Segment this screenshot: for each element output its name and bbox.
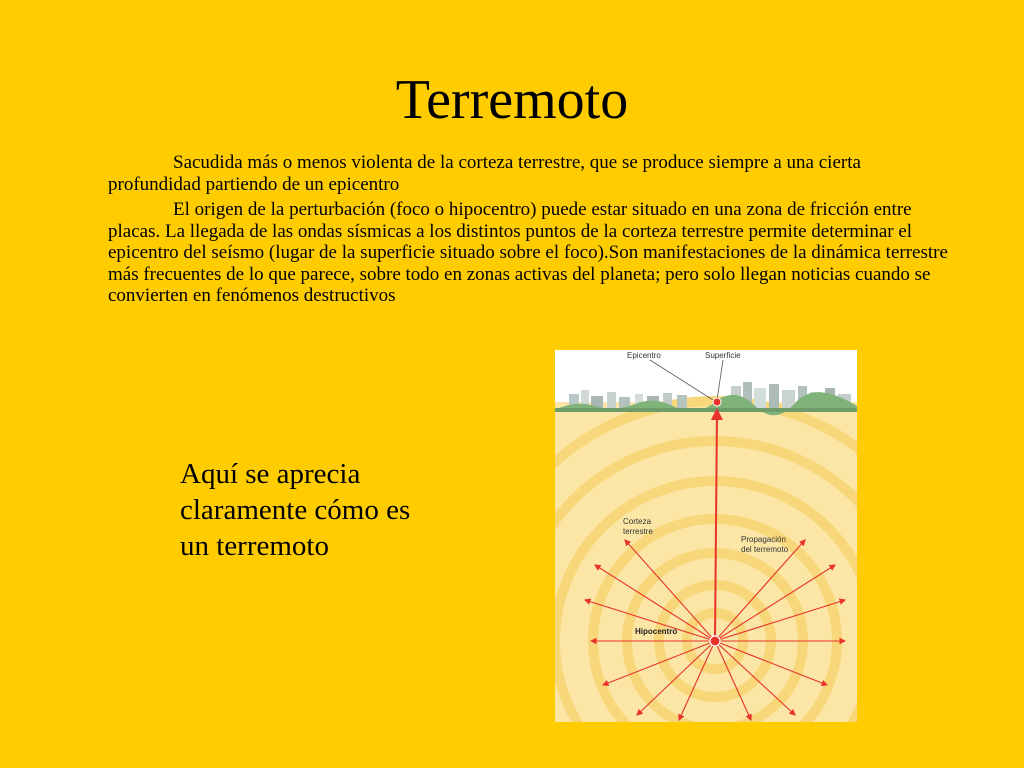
epicenter-marker	[713, 398, 721, 406]
origin-paragraph: El origen de la perturbación (foco o hipocentro) puede estar situado en una zona de fricción entre placas. La llegada de las ondas sísmicas a los distintos puntos de la corteza terrestre permite determinar el epicentro del seísmo (lugar de la superficie situado sobre el foco).Son manifestaciones de la dinámica terrestre más frecuentes de lo que parece, sobre todo en zonas activas del planeta; pero solo llegan noticias cuando se convierten en fenómenos destructivos	[108, 199, 948, 306]
propagacion-label-line1: Propagación	[741, 535, 786, 544]
corteza-label-line1: Corteza	[623, 517, 652, 526]
superficie-label: Superficie	[705, 351, 741, 360]
slide-title: Terremoto	[395, 69, 629, 131]
earthquake-diagram-svg	[555, 350, 857, 722]
hypocenter-marker	[710, 636, 720, 646]
figure-caption: Aquí se aprecia claramente cómo es un terremoto	[180, 458, 411, 562]
corteza-label-line2: terrestre	[623, 527, 653, 536]
epicentro-label: Epicentro	[627, 351, 661, 360]
hipocentro-label: Hipocentro	[635, 627, 678, 636]
earthquake-diagram	[555, 350, 857, 722]
definition-paragraph: Sacudida más o menos violenta de la corteza terrestre, que se produce siempre a una cierta profundidad partiendo de un epicentro	[108, 152, 861, 195]
propagacion-label-line2: del terremoto	[741, 545, 789, 554]
body-text	[108, 152, 948, 311]
